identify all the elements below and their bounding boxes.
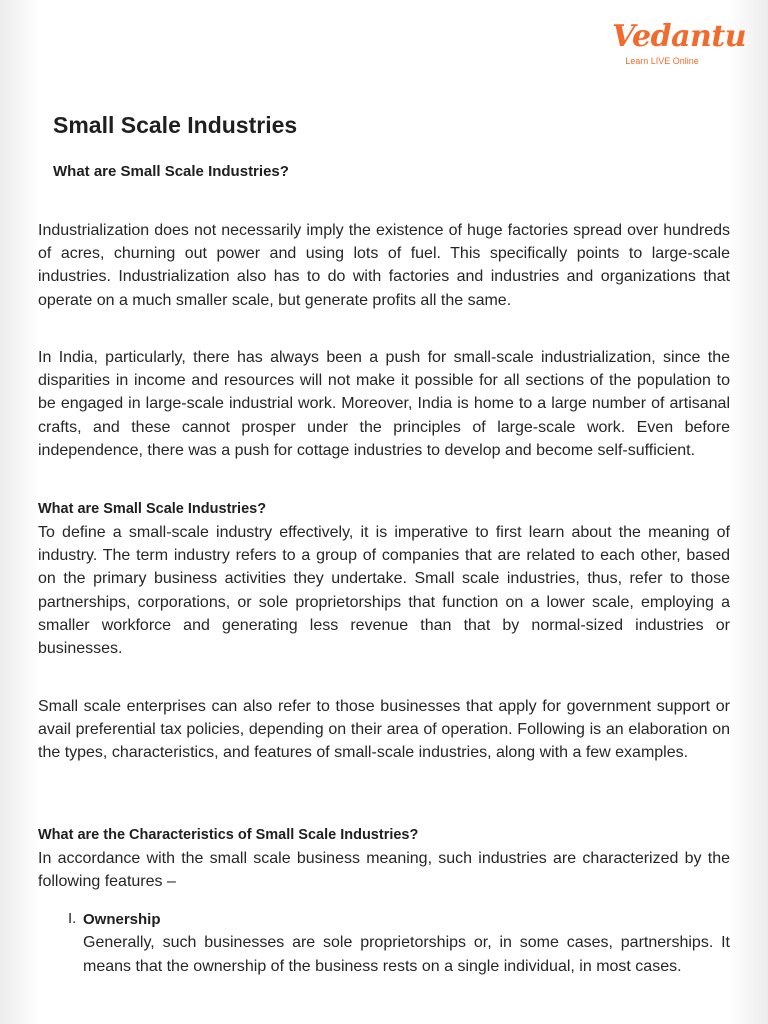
page-subtitle: What are Small Scale Industries? bbox=[53, 163, 289, 180]
logo-wordmark: Vedantu bbox=[612, 19, 747, 54]
page-title: Small Scale Industries bbox=[53, 112, 298, 138]
logo-tagline: Learn LIVE Online bbox=[625, 56, 699, 66]
intro-paragraph-2: In India, particularly, there has always been a push for small-scale industrialization, since the disparities in income and resources will not make it possible for all sections of the population to be engaged in large-scale industrial work. Moreover, India is home to a large number of artisanal crafts, and these cannot prosper under the principles of large-scale work. Even before independence, there was a push for cottage industries to develop and become self-sufficient. bbox=[38, 349, 730, 459]
definition-paragraph-1: To define a small-scale industry effectively, it is imperative to first learn about the meaning of industry. The term industry refers to a group of companies that are related to each other, based on the primary business activities they undertake. Small scale industries, thus, refer to those partnerships, corporations, or sole proprietorships that function on a lower scale, employing a smaller workforce and generating less revenue than that by normal-sized industries or businesses. bbox=[38, 524, 730, 658]
list-item-body: Generally, such businesses are sole proprietorships or, in some cases, partnerships. It means that the ownership of the business rests on a single individual, in most cases. bbox=[83, 934, 730, 975]
list-item bbox=[68, 908, 730, 979]
section-heading-characteristics: What are the Characteristics of Small Scale Industries? bbox=[38, 827, 419, 843]
list-item-heading: Ownership bbox=[83, 911, 161, 928]
definition-paragraph-2: Small scale enterprises can also refer to those businesses that apply for government support or avail preferential tax policies, depending on their area of operation. Following is an elaboration on the types, characteristics, and features of small-scale industries, along with a few examples. bbox=[38, 698, 730, 762]
section-heading-definition: What are Small Scale Industries? bbox=[38, 501, 267, 517]
intro-paragraph-1: Industrialization does not necessarily imply the existence of huge factories spread over hundreds of acres, churning out power and using lots of fuel. This specifically points to large-scale industries. Industrialization also has to do with factories and industries and organizations that operate on a much smaller scale, but generate profits all the same. bbox=[38, 222, 730, 309]
characteristics-intro: In accordance with the small scale business meaning, such industries are characterized by the following features – bbox=[38, 850, 730, 891]
characteristics-list bbox=[68, 908, 730, 979]
list-marker: I. bbox=[68, 910, 77, 927]
vedantu-logo bbox=[612, 19, 747, 72]
